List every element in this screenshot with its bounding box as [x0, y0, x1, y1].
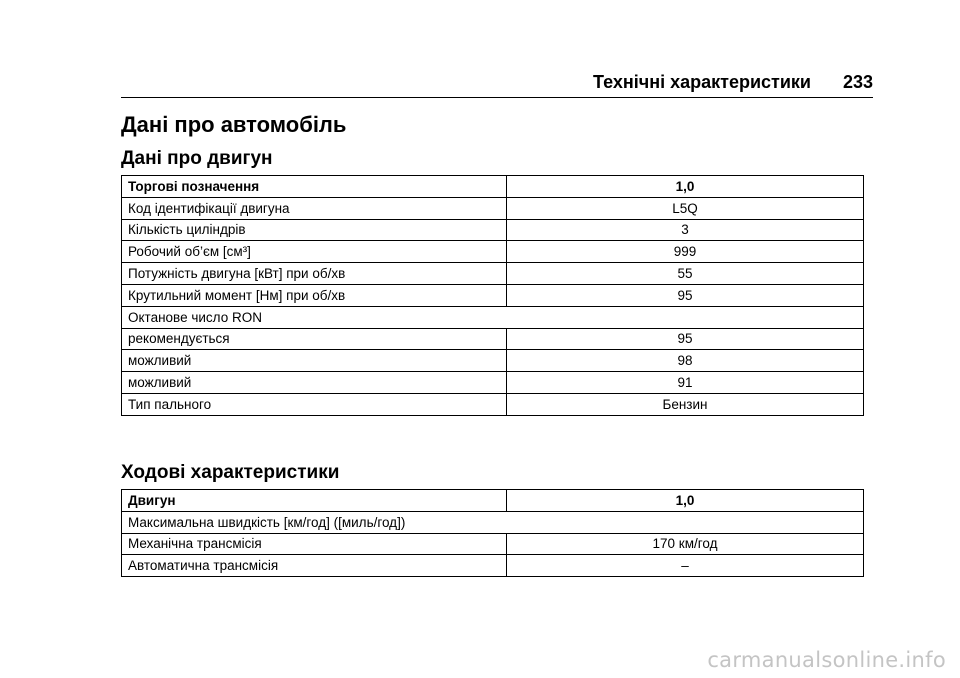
- row-value: 55: [507, 263, 864, 285]
- row-label: Кількість циліндрів: [122, 219, 507, 241]
- table-header-label: Двигун: [122, 490, 507, 512]
- header-title: Технічні характеристики: [593, 72, 811, 92]
- site-watermark: carmanualsonline.info: [707, 648, 946, 672]
- row-value: 3: [507, 219, 864, 241]
- row-label: Тип пального: [122, 393, 507, 415]
- table-row: [122, 533, 864, 555]
- table-header-row: [122, 490, 864, 512]
- table-row: [122, 284, 864, 306]
- page-number: 233: [842, 72, 873, 92]
- row-label: Крутильний момент [Нм] при об/хв: [122, 284, 507, 306]
- row-label: Максимальна швидкість [км/год] ([миль/год]): [122, 511, 864, 533]
- row-value: Бензин: [507, 393, 864, 415]
- row-label: Потужність двигуна [кВт] при об/хв: [122, 263, 507, 285]
- table-row: [122, 328, 864, 350]
- row-label: Робочий об’єм [см³]: [122, 241, 507, 263]
- table-row: [122, 241, 864, 263]
- row-value: –: [507, 555, 864, 577]
- table-row: [122, 372, 864, 394]
- table-row: [122, 219, 864, 241]
- row-value: 170 км/год: [507, 533, 864, 555]
- row-value: 98: [507, 350, 864, 372]
- table-row: [122, 263, 864, 285]
- row-label: Код ідентифікації двигуна: [122, 197, 507, 219]
- table-row: [122, 197, 864, 219]
- table-row-spanning: [122, 511, 864, 533]
- engine-section-title: Дані про двигун: [121, 148, 273, 169]
- table-row: [122, 393, 864, 415]
- row-value: 95: [507, 284, 864, 306]
- performance-data-table: [121, 489, 864, 577]
- table-row: [122, 555, 864, 577]
- row-label: можливий: [122, 350, 507, 372]
- row-value: L5Q: [507, 197, 864, 219]
- row-label: Октанове число RON: [122, 306, 864, 328]
- table-header-value: 1,0: [507, 176, 864, 198]
- row-value: 999: [507, 241, 864, 263]
- page-title: Дані про автомобіль: [121, 112, 347, 137]
- performance-section-title: Ходові характеристики: [121, 462, 340, 483]
- table-header-row: [122, 176, 864, 198]
- row-label: можливий: [122, 372, 507, 394]
- table-row: [122, 350, 864, 372]
- page-header: [121, 64, 873, 98]
- row-value: 95: [507, 328, 864, 350]
- table-row-spanning: [122, 306, 864, 328]
- table-header-label: Торгові позначення: [122, 176, 507, 198]
- row-label: Механічна трансмісія: [122, 533, 507, 555]
- engine-data-table: [121, 175, 864, 416]
- row-label: рекомендується: [122, 328, 507, 350]
- table-header-value: 1,0: [507, 490, 864, 512]
- row-label: Автоматична трансмісія: [122, 555, 507, 577]
- row-value: 91: [507, 372, 864, 394]
